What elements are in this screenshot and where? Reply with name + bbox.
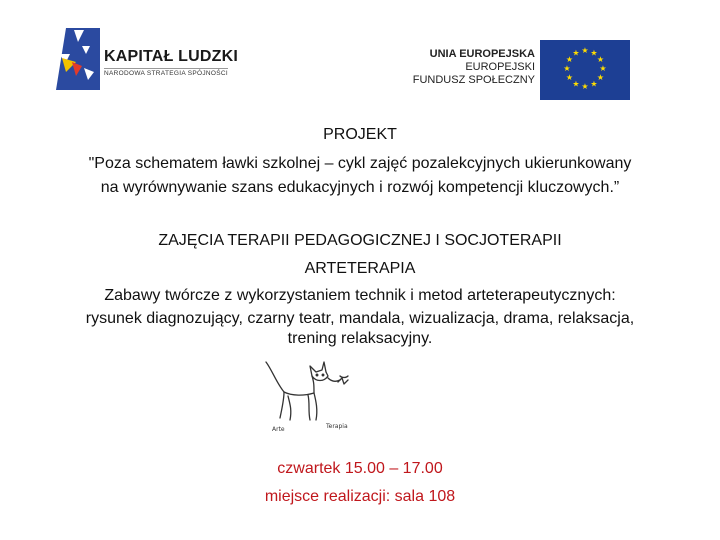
description-line3: trening relaksacyjny. [287, 330, 433, 347]
classes-title: ZAJĘCIA TERAPII PEDAGOGICZNEJ I SOCJOTERAPII [158, 232, 562, 249]
description-line1: Zabawy twórcze z wykorzystaniem technik i metod arteterapeutycznych: [104, 287, 616, 304]
kapital-ludzki-logo [56, 28, 256, 96]
svg-text:★: ★ [590, 79, 598, 89]
svg-text:★: ★ [581, 46, 589, 55]
illustration-caption-left: Arte [272, 426, 285, 433]
eu-logo-line3: FUNDUSZ SPOŁECZNY [412, 74, 535, 86]
schedule-time: czwartek 15.00 – 17.00 [277, 460, 443, 477]
svg-text:★: ★ [581, 82, 589, 91]
eu-flag-icon [540, 40, 630, 100]
project-title-line1: "Poza schematem ławki szkolnej – cykl zajęć pozalekcyjnych ukierunkowany [88, 155, 632, 172]
illustration-caption-right: Terapia [326, 423, 348, 430]
project-title-line2: na wyrównywanie szans edukacyjnych i rozwój kompetencji kluczowych.” [100, 179, 620, 196]
svg-text:★: ★ [596, 73, 605, 82]
svg-text:★: ★ [596, 55, 605, 64]
svg-text:★: ★ [572, 48, 580, 58]
kapital-ludzki-emblem-icon [56, 28, 100, 90]
svg-text:★: ★ [590, 48, 598, 58]
project-label: PROJEKT [323, 126, 397, 143]
svg-text:★: ★ [565, 55, 574, 64]
eu-logo-line2: EUROPEJSKI [465, 61, 535, 73]
cat-sketch-illustration [258, 356, 368, 436]
svg-text:★: ★ [565, 73, 574, 82]
eu-logo-text [413, 48, 535, 87]
eu-logo [402, 40, 632, 102]
art-therapy-title: ARTETERAPIA [304, 260, 416, 277]
eu-logo-line1: UNIA EUROPEJSKA [429, 48, 535, 60]
kapital-ludzki-title: KAPITAŁ LUDZKI [104, 48, 239, 65]
kapital-ludzki-subtitle: NARODOWA STRATEGIA SPÓJNOŚCI [104, 70, 228, 77]
svg-text:★: ★ [572, 79, 580, 89]
svg-text:★: ★ [563, 64, 571, 73]
description-line2: rysunek diagnozujący, czarny teatr, mandala, wizualizacja, drama, relaksacja, [85, 310, 635, 327]
schedule-place: miejsce realizacji: sala 108 [264, 488, 456, 505]
svg-text:★: ★ [599, 64, 607, 73]
